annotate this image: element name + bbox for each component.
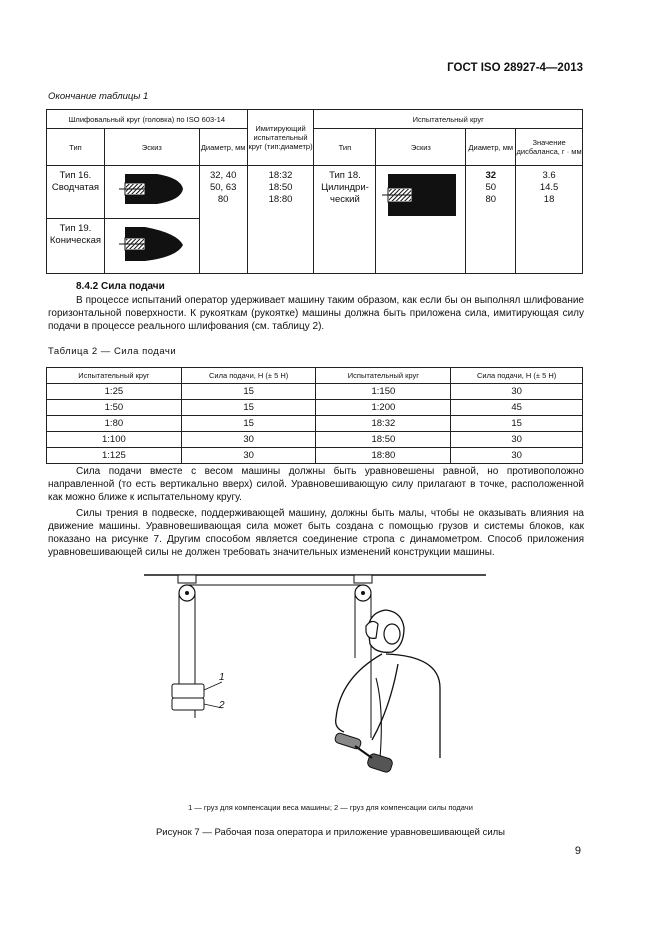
paragraph-2: Сила подачи вместе с весом машины должны быть уравновешены равной, но противоположно направленной (то есть вертикально вверх) силой. Уравновешивающую силу прилагают в точке, расположенной как можно ближе к испытательному кругу. [48, 466, 584, 503]
group-header-test-wheel: Испытательный круг [314, 110, 583, 129]
imbalance-2: 14.5 [539, 182, 559, 193]
col-imbalance: Значение дисбаланса, г · мм [516, 129, 583, 166]
operator-arm-back [372, 664, 398, 740]
t2-cell: 1:200 [316, 400, 451, 416]
figure-label-2: 2 [219, 700, 225, 711]
col-diameter-2: Диаметр, мм [466, 129, 516, 166]
figure-legend: 1 — груз для компенсации веса машины; 2 — груз для компенсации силы подачи [188, 803, 473, 812]
paragraph-1: В процессе испытаний оператор удерживает машину таким образом, как если бы он выполнял шлифование горизонтальной поверхности. К рукояткам (рукоятке) машины должна быть приложена сила, имитирующая силу подачи в процессе реального шлифования (см. таблицу 2). [48, 295, 584, 332]
t2-header-3: Испытательный круг [316, 368, 451, 384]
table-row [47, 432, 583, 448]
ogive-wheel-sketch-icon [117, 170, 187, 208]
mid-value-1: 18:32 [268, 170, 293, 181]
operator-back [386, 654, 440, 758]
t2-header-2: Сила подачи, Н (± 5 Н) [181, 368, 316, 384]
diam-left-1: 32, 40 [209, 170, 237, 181]
group-header-grinding-wheel: Шлифовальный круг (головка) по ISO 603-14 [47, 110, 248, 129]
table-2 [46, 367, 583, 464]
t2-cell: 1:25 [47, 384, 182, 400]
table-2-caption: Таблица 2 — Сила подачи [48, 346, 177, 357]
simulated-values-cell [247, 166, 314, 274]
figure-label-1: 1 [219, 672, 225, 683]
paragraph-3: Силы трения в подвеске, поддерживающей машину, должны быть малы, чтобы не оказывать влияния на движение машины. Уравновешивающая сила может быть создана с помощью грузов и системы блоков, как показано на рисунке 7. Другим способом является соединение стропа с динамометром. Способ приложения уравновешивающей силы не должен требовать значительных изменений конструкции машины. [48, 508, 584, 558]
weight-2 [172, 698, 204, 710]
t2-cell: 30 [181, 448, 316, 464]
type18-cell [314, 166, 376, 274]
imbalance-3: 18 [543, 194, 555, 205]
type18-sketch-cell [376, 166, 466, 274]
type19-cell [47, 219, 105, 274]
table-row [47, 384, 583, 400]
diam-right-3: 80 [485, 194, 497, 205]
page-number: 9 [574, 845, 581, 857]
t2-cell: 45 [451, 400, 583, 416]
table-continuation-label: Окончание таблицы 1 [48, 91, 149, 102]
group-header-simulated-wheel: Имитирующий испытательный круг (тип:диаметр) [247, 110, 314, 166]
ear-protector-icon [384, 624, 400, 644]
diameters-left-cell [199, 166, 247, 274]
mid-value-3: 18:80 [268, 194, 293, 205]
type16-cell [47, 166, 105, 219]
type16-label: Тип 16. Сводчатая [51, 170, 100, 193]
t2-cell: 18:50 [316, 432, 451, 448]
t2-cell: 1:100 [47, 432, 182, 448]
mid-value-2: 18:50 [268, 182, 293, 193]
type19-label: Тип 19. Коническая [49, 223, 102, 246]
weight-1 [172, 684, 204, 698]
operator-arm-front [336, 654, 382, 732]
col-diameter: Диаметр, мм [199, 129, 247, 166]
table-row [47, 448, 583, 464]
t2-cell: 18:80 [316, 448, 451, 464]
t2-cell: 1:80 [47, 416, 182, 432]
diameters-right-cell [466, 166, 516, 274]
standard-header: ГОСТ ISO 28927-4—2013 [447, 62, 583, 74]
table-row [47, 400, 583, 416]
table-row [47, 416, 583, 432]
col-type-2: Тип [314, 129, 376, 166]
cylinder-wheel-sketch-icon [380, 170, 462, 220]
col-sketch-2: Эскиз [376, 129, 466, 166]
type19-sketch-cell [104, 219, 199, 274]
t2-cell: 30 [451, 384, 583, 400]
t2-cell: 30 [451, 432, 583, 448]
t2-cell: 30 [181, 432, 316, 448]
col-sketch: Эскиз [104, 129, 199, 166]
t2-cell: 18:32 [316, 416, 451, 432]
t2-cell: 15 [181, 416, 316, 432]
diam-left-2: 50, 63 [209, 182, 237, 193]
type16-sketch-cell [104, 166, 199, 219]
t2-header-4: Сила подачи, Н (± 5 Н) [451, 368, 583, 384]
diam-right-1: 32 [485, 170, 497, 181]
pulley-mount-left [178, 575, 196, 583]
imbalance-1: 3.6 [542, 170, 556, 181]
t2-cell: 15 [181, 400, 316, 416]
table-1 [46, 109, 583, 274]
t2-cell: 15 [181, 384, 316, 400]
t2-cell: 15 [451, 416, 583, 432]
t2-header-1: Испытательный круг [47, 368, 182, 384]
conical-wheel-sketch-icon [117, 223, 187, 263]
section-title: 8.4.2 Сила подачи [76, 281, 165, 292]
t2-cell: 30 [451, 448, 583, 464]
t2-cell: 1:125 [47, 448, 182, 464]
diam-right-2: 50 [485, 182, 497, 193]
col-type: Тип [47, 129, 105, 166]
pulley-mount-right [354, 575, 372, 583]
figure-caption: Рисунок 7 — Рабочая поза оператора и приложение уравновешивающей силы [155, 827, 506, 838]
type18-label: Тип 18. Цилиндри-ческий [321, 170, 369, 205]
figure-7-illustration [140, 568, 490, 786]
t2-cell: 1:150 [316, 384, 451, 400]
imbalance-cell [516, 166, 583, 274]
t2-cell: 1:50 [47, 400, 182, 416]
diam-left-3: 80 [217, 194, 229, 205]
